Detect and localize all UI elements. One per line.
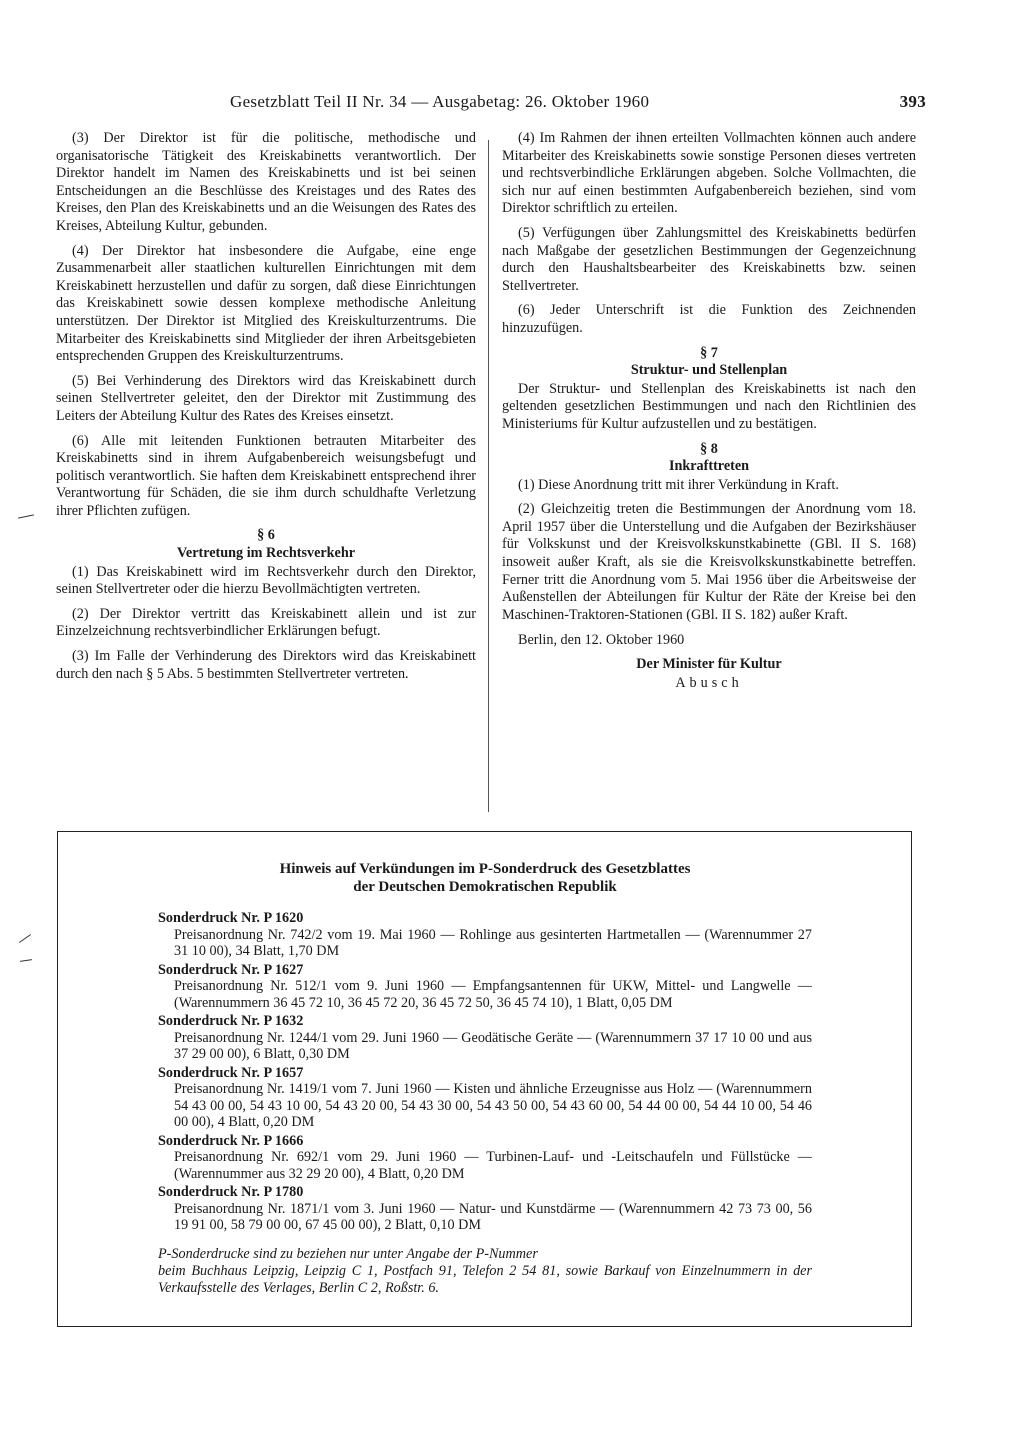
running-title: Gesetzblatt Teil II Nr. 34 — Ausgabetag: 26. Oktober 1960 [230, 92, 650, 111]
notice-entry [158, 910, 812, 960]
notice-content [158, 860, 812, 1297]
margin-mark [19, 934, 31, 943]
page-header [230, 92, 926, 116]
notice-footnote [158, 1246, 812, 1297]
section-title-7: Struktur- und Stellenplan [630, 362, 788, 379]
paragraph: (3) Im Falle der Verhinderung des Direktors wird das Kreiskabinett durch den nach § 5 Abs. 5 bestimmten Stellvertreter vertreten. [56, 648, 476, 682]
section-sign-8: § 8 [700, 440, 718, 457]
paragraph: (4) Der Direktor hat insbesondere die Aufgabe, eine enge Zusammenarbeit aller staatlichen kulturellen Einrichtungen mit dem Kreiskabinett herzustellen und dafür zu sorgen, daß diese Einrichtungen das Kreiskabinett sowie dessen komplexe methodische Anleitung unterstützen. Der Direktor ist Mitglied des Kreiskulturzentrums. Die Mitarbeiter des Kreiskabinetts sind Mitglieder der ihren Arbeitsgebieten entsprechenden Gruppen des Kreiskulturzentrums. [56, 242, 476, 365]
paragraph: (5) Verfügungen über Zahlungsmittel des Kreiskabinetts bedürfen nach Maßgabe der gesetzlichen Bestimmungen der Gegenzeichnung durch den Haushaltsbearbeiter des Kreiskabinetts bzw. seinen Stellvertreter. [502, 224, 916, 294]
notice-entry [158, 1013, 812, 1063]
left-column [56, 130, 476, 690]
minister-name: Abusch [675, 674, 743, 691]
paragraph: Der Struktur- und Stellenplan des Kreiskabinetts ist nach den geltenden gesetzlichen Bestimmungen und nach den Richtlinien des Ministeriums für Kultur aufzustellen und zu bestätigen. [502, 380, 916, 432]
column-divider [488, 140, 489, 812]
paragraph: (1) Diese Anordnung tritt mit ihrer Verkündung in Kraft. [518, 476, 839, 493]
minister-title: Der Minister für Kultur [636, 656, 782, 673]
notice-title [158, 860, 812, 896]
entry-body: Preisanordnung Nr. 692/1 vom 29. Juni 1960 — Turbinen-Lauf- und -Leitschaufeln und Füllstücke — (Warennummer aus 32 29 20 00), 4 Blatt, 0,20 DM [174, 1149, 812, 1182]
notice-title-line: Hinweis auf Verkündungen im P-Sonderdruck des Gesetzblattes [279, 861, 691, 877]
place-date: Berlin, den 12. Oktober 1960 [518, 632, 685, 649]
notice-entry [158, 1133, 812, 1183]
paragraph: (3) Der Direktor ist für die politische, methodische und organisatorische Tätigkeit des Kreiskabinetts verantwortlich. Der Direktor handelt im Namen des Kreiskabinetts und ist bei seinen Entscheidungen an die Beschlüsse des Kreistages und des Rates des Kreises, den Plan des Kreiskabinetts und an die Weisungen des Rates des Kreises, Abteilung Kultur, gebunden. [56, 130, 476, 234]
entry-head: Sonderdruck Nr. P 1632 [158, 1013, 304, 1029]
paragraph: (4) Im Rahmen der ihnen erteilten Vollmachten können auch andere Mitarbeiter des Kreiskabinetts sowie sonstige Personen dieses vertreten und rechtsverbindliche Erklärungen abgeben. Solche Vollmachten, die sich nur auf einen bestimmten Aufgabenbereich beziehen, sind vom Direktor schriftlich zu erteilen. [502, 130, 916, 217]
paragraph: (2) Der Direktor vertritt das Kreiskabinett allein und ist zur Einzelzeichnung rechtsverbindlicher Erklärungen befugt. [56, 605, 476, 640]
notice-box [57, 831, 912, 1327]
entry-head: Sonderdruck Nr. P 1627 [158, 961, 304, 978]
entry-head: Sonderdruck Nr. P 1657 [158, 1064, 304, 1081]
page-number: 393 [899, 92, 926, 111]
paragraph: (6) Jeder Unterschrift ist die Funktion des Zeichnenden hinzuzufügen. [502, 302, 916, 336]
paragraph: (2) Gleichzeitig treten die Bestimmungen der Anordnung vom 18. April 1957 über die Unterstellung und die Aufgaben der Bezirkshäuser für Volkskunst und der Kreisvolkskunstkabinette (GBl. II S. 168) insoweit außer Kraft, als sie die Kreisvolkskunstkabinette betreffen. Ferner tritt die Anordnung vom 5. Mai 1956 über die Arbeitsweise der Außenstellen der Abteilungen für Kultur der Räte der Kreise bei den Maschinen-Traktoren-Stationen (GBl. II S. 182) außer Kraft. [502, 501, 916, 623]
paragraph: (6) Alle mit leitenden Funktionen betrauten Mitarbeiter des Kreiskabinetts sind in ihrem Aufgabenbereich weisungsbefugt und politisch verantwortlich. Sie haften dem Kreiskabinett entsprechend ihrer Verantwortung für Schäden, die sie ihm durch schuldhafte Verletzung ihrer Pflichten zufügen. [56, 432, 476, 519]
notice-entry [158, 1184, 812, 1234]
entry-body: Preisanordnung Nr. 1419/1 vom 7. Juni 1960 — Kisten und ähnliche Erzeugnisse aus Holz — (Warennummern 54 43 00 00, 54 43 10 00, 54 43 20 00, 54 43 30 00, 54 43 50 00, 54 43 60 00, 54 44 00 00, 54 44 10 00, 54 46 00 00), 4 Blatt, 0,20 DM [174, 1081, 812, 1130]
footnote-line: beim Buchhaus Leipzig, Leipzig C 1, Postfach 91, Telefon 2 54 81, sowie Barkauf von Einzelnummern in der Verkaufsstelle des Verlages, Berlin C 2, Roßstr. 6. [158, 1262, 812, 1296]
footnote-line: P-Sonderdrucke sind zu beziehen nur unter Angabe der P-Nummer [158, 1245, 538, 1262]
notice-entry [158, 1065, 812, 1131]
section-sign-7: § 7 [700, 344, 718, 361]
margin-mark [20, 959, 32, 962]
paragraph: (5) Bei Verhinderung des Direktors wird das Kreiskabinett durch seinen Stellvertreter geleitet, den der Direktor mit Zustimmung des Leiters der Abteilung Kultur des Rates des Kreises einsetzt. [56, 372, 476, 424]
paragraph: (1) Das Kreiskabinett wird im Rechtsverkehr durch den Direktor, seinen Stellvertreter oder die hierzu Bevollmächtigten vertreten. [56, 563, 476, 598]
right-column [502, 130, 916, 692]
notice-title-line: der Deutschen Demokratischen Republik [353, 879, 617, 895]
margin-mark [18, 514, 34, 518]
section-title-6: Vertretung im Rechtsverkehr [176, 545, 356, 562]
entry-body: Preisanordnung Nr. 742/2 vom 19. Mai 1960 — Rohlinge aus gesinterten Hartmetallen — (Warennummer 27 31 10 00), 34 Blatt, 1,70 DM [174, 926, 812, 959]
entry-body: Preisanordnung Nr. 512/1 vom 9. Juni 1960 — Empfangsantennen für UKW, Mittel- und Langwelle — (Warennummern 36 45 72 10, 36 45 72 20, 36 45 72 50, 36 45 74 10), 1 Blatt, 0,05 DM [174, 978, 812, 1011]
section-sign-6: § 6 [257, 527, 275, 544]
entry-body: Preisanordnung Nr. 1871/1 vom 3. Juni 1960 — Natur- und Kunstdärme — (Warennummern 42 73 73 00, 56 19 91 00, 58 79 00 00, 67 45 00 00), 2 Blatt, 0,10 DM [174, 1200, 812, 1233]
entry-head: Sonderdruck Nr. P 1620 [158, 910, 304, 926]
entry-head: Sonderdruck Nr. P 1780 [158, 1184, 304, 1200]
section-title-8: Inkrafttreten [668, 458, 750, 475]
notice-entry [158, 962, 812, 1012]
entry-body: Preisanordnung Nr. 1244/1 vom 29. Juni 1960 — Geodätische Geräte — (Warennummern 37 17 10 00 und aus 37 29 00 00), 6 Blatt, 0,30 DM [174, 1029, 812, 1062]
entry-head: Sonderdruck Nr. P 1666 [158, 1132, 304, 1149]
